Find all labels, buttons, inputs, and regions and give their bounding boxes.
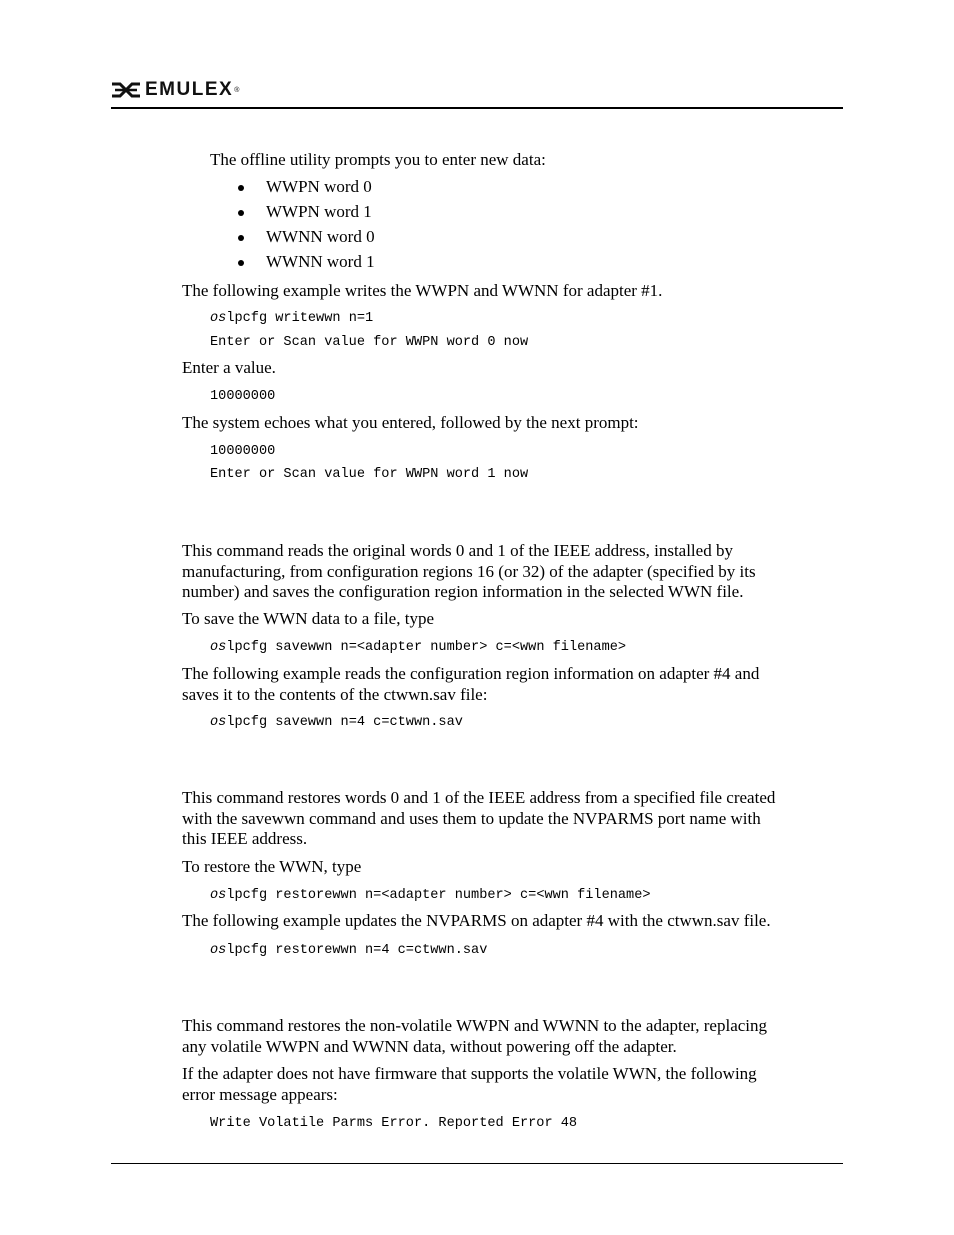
enter-value-text: Enter a value. <box>182 358 276 377</box>
header-rule <box>111 107 843 109</box>
restorewwn-instruction: To restore the WWN, type <box>182 857 362 876</box>
restorenvwwn-description: This command restores the non-volatile WWPN and WWNN to the adapter, replacing any volatile WWPN and WWNN data, without powering off the adapter. <box>182 1016 768 1056</box>
restorewwn-syntax: oslpcfg restorewwn n=<adapter number> c=<wwn filename> <box>210 888 651 903</box>
footer-rule <box>111 1163 843 1164</box>
writewwn-prompt: Enter or Scan value for WWPN word 0 now <box>210 335 529 350</box>
savewwn-description: This command reads the original words 0 and 1 of the IEEE address, installed by manufacturing, from configuration regions 16 (or 32) of the adapter (specified by its number) and saves the configuration region information in the selected WWN file. <box>182 541 756 601</box>
restorewwn-description: This command restores words 0 and 1 of the IEEE address from a specified file created with the savewwn command and uses them to update the NVPARMS port name with this IEEE address. <box>182 788 776 848</box>
emulex-logo-icon <box>111 82 141 98</box>
writewwn-example-text: The following example writes the WWPN and WWNN for adapter #1. <box>182 281 663 300</box>
error-message: Write Volatile Parms Error. Reported Error 48 <box>210 1116 578 1131</box>
next-prompt: Enter or Scan value for WWPN word 1 now <box>210 467 529 482</box>
trademark: ® <box>234 86 240 94</box>
firmware-note: If the adapter does not have firmware that supports the volatile WWN, the following error message appears: <box>182 1064 757 1104</box>
entered-value: 10000000 <box>210 389 276 404</box>
restorewwn-example-command: oslpcfg restorewwn n=4 c=ctwwn.sav <box>210 943 488 958</box>
echo-text: The system echoes what you entered, followed by the next prompt: <box>182 413 639 432</box>
emulex-logo <box>111 80 239 100</box>
intro-text: The offline utility prompts you to enter new data: <box>210 150 546 169</box>
savewwn-syntax: oslpcfg savewwn n=<adapter number> c=<wwn filename> <box>210 640 627 655</box>
writewwn-command: oslpcfg writewwn n=1 <box>210 311 374 326</box>
brand-name: EMULEX <box>145 79 234 100</box>
savewwn-instruction: To save the WWN data to a file, type <box>182 609 434 628</box>
savewwn-example-command: oslpcfg savewwn n=4 c=ctwwn.sav <box>210 715 463 730</box>
restorewwn-example-text: The following example updates the NVPARMS on adapter #4 with the ctwwn.sav file. <box>182 911 771 930</box>
echo-value: 10000000 <box>210 444 276 459</box>
savewwn-example-text: The following example reads the configuration region information on adapter #4 and saves it to the contents of the ctwwn.sav file: <box>182 664 760 704</box>
